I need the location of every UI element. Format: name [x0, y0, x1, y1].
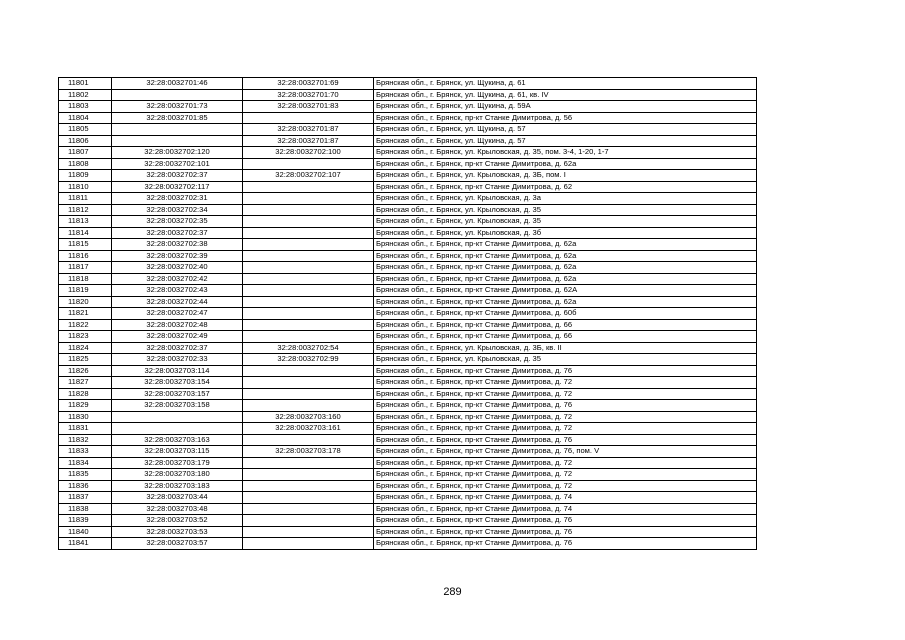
cadastral-number-cell: 32:28:0032703:180: [112, 469, 243, 481]
object-number-cell: [243, 250, 374, 262]
address-cell: Брянская обл., г. Брянск, пр-кт Станке Димитрова, д. 62а: [374, 158, 757, 170]
object-number-cell: 32:28:0032701:83: [243, 101, 374, 113]
row-number-cell: 11840: [59, 526, 112, 538]
table-row: [59, 262, 757, 274]
object-number-cell: [243, 204, 374, 216]
object-number-cell: [243, 273, 374, 285]
row-number-cell: 11827: [59, 377, 112, 389]
row-number-cell: 11813: [59, 216, 112, 228]
object-number-cell: 32:28:0032702:107: [243, 170, 374, 182]
table-row: [59, 308, 757, 320]
table-row: [59, 216, 757, 228]
row-number-cell: 11811: [59, 193, 112, 205]
table-row: [59, 170, 757, 182]
row-number-cell: 11833: [59, 446, 112, 458]
address-cell: Брянская обл., г. Брянск, пр-кт Станке Димитрова, д. 76: [374, 434, 757, 446]
cadastral-table: [58, 77, 757, 550]
cadastral-number-cell: 32:28:0032703:157: [112, 388, 243, 400]
cadastral-number-cell: 32:28:0032703:163: [112, 434, 243, 446]
cadastral-number-cell: 32:28:0032701:85: [112, 112, 243, 124]
object-number-cell: 32:28:0032702:99: [243, 354, 374, 366]
row-number-cell: 11823: [59, 331, 112, 343]
address-cell: Брянская обл., г. Брянск, ул. Крыловская, д. 3б: [374, 227, 757, 239]
cadastral-number-cell: 32:28:0032703:52: [112, 515, 243, 527]
table-row: [59, 204, 757, 216]
row-number-cell: 11806: [59, 135, 112, 147]
row-number-cell: 11818: [59, 273, 112, 285]
address-cell: Брянская обл., г. Брянск, пр-кт Станке Димитрова, д. 76, пом. V: [374, 446, 757, 458]
row-number-cell: 11804: [59, 112, 112, 124]
table-row: [59, 89, 757, 101]
object-number-cell: [243, 216, 374, 228]
object-number-cell: [243, 112, 374, 124]
row-number-cell: 11812: [59, 204, 112, 216]
address-cell: Брянская обл., г. Брянск, пр-кт Станке Димитрова, д. 62а: [374, 250, 757, 262]
address-cell: Брянская обл., г. Брянск, ул. Крыловская, д. 35: [374, 216, 757, 228]
table-row: [59, 147, 757, 159]
object-number-cell: [243, 262, 374, 274]
cadastral-table-body: [59, 78, 757, 550]
object-number-cell: [243, 227, 374, 239]
object-number-cell: 32:28:0032701:69: [243, 78, 374, 90]
address-cell: Брянская обл., г. Брянск, ул. Щукина, д. 57: [374, 135, 757, 147]
table-row: [59, 285, 757, 297]
address-cell: Брянская обл., г. Брянск, пр-кт Станке Димитрова, д. 62: [374, 181, 757, 193]
object-number-cell: 32:28:0032702:100: [243, 147, 374, 159]
row-number-cell: 11801: [59, 78, 112, 90]
cadastral-number-cell: [112, 423, 243, 435]
object-number-cell: [243, 285, 374, 297]
object-number-cell: [243, 503, 374, 515]
cadastral-number-cell: 32:28:0032702:47: [112, 308, 243, 320]
table-row: [59, 400, 757, 412]
address-cell: Брянская обл., г. Брянск, пр-кт Станке Димитрова, д. 62а: [374, 262, 757, 274]
object-number-cell: [243, 181, 374, 193]
object-number-cell: 32:28:0032701:70: [243, 89, 374, 101]
cadastral-number-cell: 32:28:0032702:49: [112, 331, 243, 343]
address-cell: Брянская обл., г. Брянск, ул. Щукина, д. 59А: [374, 101, 757, 113]
object-number-cell: [243, 377, 374, 389]
cadastral-number-cell: 32:28:0032702:43: [112, 285, 243, 297]
address-cell: Брянская обл., г. Брянск, ул. Щукина, д. 61: [374, 78, 757, 90]
table-row: [59, 135, 757, 147]
address-cell: Брянская обл., г. Брянск, пр-кт Станке Димитрова, д. 62а: [374, 273, 757, 285]
row-number-cell: 11809: [59, 170, 112, 182]
table-row: [59, 446, 757, 458]
table-row: [59, 526, 757, 538]
page-number: 289: [443, 586, 462, 598]
cadastral-number-cell: 32:28:0032703:44: [112, 492, 243, 504]
row-number-cell: 11817: [59, 262, 112, 274]
cadastral-number-cell: 32:28:0032702:39: [112, 250, 243, 262]
address-cell: Брянская обл., г. Брянск, пр-кт Станке Димитрова, д. 76: [374, 365, 757, 377]
table-row: [59, 503, 757, 515]
cadastral-number-cell: 32:28:0032702:101: [112, 158, 243, 170]
table-row: [59, 78, 757, 90]
row-number-cell: 11830: [59, 411, 112, 423]
address-cell: Брянская обл., г. Брянск, пр-кт Станке Димитрова, д. 76: [374, 526, 757, 538]
object-number-cell: 32:28:0032701:87: [243, 135, 374, 147]
table-row: [59, 124, 757, 136]
object-number-cell: [243, 365, 374, 377]
table-row: [59, 227, 757, 239]
cadastral-number-cell: 32:28:0032702:44: [112, 296, 243, 308]
address-cell: Брянская обл., г. Брянск, ул. Крыловская, д. 3Б, кв. II: [374, 342, 757, 354]
cadastral-number-cell: 32:28:0032702:42: [112, 273, 243, 285]
table-row: [59, 480, 757, 492]
row-number-cell: 11832: [59, 434, 112, 446]
table-row: [59, 193, 757, 205]
table-row: [59, 515, 757, 527]
address-cell: Брянская обл., г. Брянск, ул. Крыловская, д. 35: [374, 354, 757, 366]
row-number-cell: 11808: [59, 158, 112, 170]
address-cell: Брянская обл., г. Брянск, пр-кт Станке Димитрова, д. 74: [374, 503, 757, 515]
address-cell: Брянская обл., г. Брянск, пр-кт Станке Димитрова, д. 66: [374, 319, 757, 331]
cadastral-number-cell: 32:28:0032702:35: [112, 216, 243, 228]
cadastral-number-cell: 32:28:0032702:48: [112, 319, 243, 331]
cadastral-number-cell: 32:28:0032703:179: [112, 457, 243, 469]
object-number-cell: 32:28:0032703:178: [243, 446, 374, 458]
object-number-cell: [243, 158, 374, 170]
object-number-cell: 32:28:0032703:161: [243, 423, 374, 435]
row-number-cell: 11816: [59, 250, 112, 262]
address-cell: Брянская обл., г. Брянск, ул. Крыловская, д. 35, пом. 3-4, 1-20, 1-7: [374, 147, 757, 159]
table-row: [59, 538, 757, 550]
table-row: [59, 423, 757, 435]
cadastral-number-cell: 32:28:0032702:37: [112, 227, 243, 239]
table-row: [59, 158, 757, 170]
table-row: [59, 112, 757, 124]
row-number-cell: 11836: [59, 480, 112, 492]
cadastral-number-cell: 32:28:0032703:114: [112, 365, 243, 377]
cadastral-number-cell: 32:28:0032702:37: [112, 170, 243, 182]
table-row: [59, 354, 757, 366]
table-row: [59, 492, 757, 504]
cadastral-number-cell: 32:28:0032703:183: [112, 480, 243, 492]
address-cell: Брянская обл., г. Брянск, ул. Крыловская, д. 35: [374, 204, 757, 216]
table-row: [59, 377, 757, 389]
cadastral-number-cell: [112, 124, 243, 136]
object-number-cell: [243, 515, 374, 527]
address-cell: Брянская обл., г. Брянск, пр-кт Станке Димитрова, д. 76: [374, 400, 757, 412]
address-cell: Брянская обл., г. Брянск, пр-кт Станке Димитрова, д. 72: [374, 423, 757, 435]
table-row: [59, 388, 757, 400]
address-cell: Брянская обл., г. Брянск, пр-кт Станке Димитрова, д. 72: [374, 388, 757, 400]
address-cell: Брянская обл., г. Брянск, пр-кт Станке Димитрова, д. 62а: [374, 296, 757, 308]
address-cell: Брянская обл., г. Брянск, пр-кт Станке Димитрова, д. 76: [374, 538, 757, 550]
cadastral-number-cell: 32:28:0032701:46: [112, 78, 243, 90]
row-number-cell: 11807: [59, 147, 112, 159]
object-number-cell: [243, 492, 374, 504]
object-number-cell: [243, 434, 374, 446]
cadastral-number-cell: 32:28:0032702:34: [112, 204, 243, 216]
table-row: [59, 250, 757, 262]
object-number-cell: 32:28:0032702:54: [243, 342, 374, 354]
row-number-cell: 11841: [59, 538, 112, 550]
table-row: [59, 469, 757, 481]
address-cell: Брянская обл., г. Брянск, пр-кт Станке Димитрова, д. 72: [374, 457, 757, 469]
address-cell: Брянская обл., г. Брянск, пр-кт Станке Димитрова, д. 62А: [374, 285, 757, 297]
address-cell: Брянская обл., г. Брянск, пр-кт Станке Димитрова, д. 76: [374, 515, 757, 527]
table-row: [59, 101, 757, 113]
address-cell: Брянская обл., г. Брянск, пр-кт Станке Димитрова, д. 72: [374, 377, 757, 389]
address-cell: Брянская обл., г. Брянск, пр-кт Станке Димитрова, д. 72: [374, 469, 757, 481]
object-number-cell: [243, 388, 374, 400]
object-number-cell: [243, 480, 374, 492]
table-row: [59, 273, 757, 285]
table-row: [59, 457, 757, 469]
row-number-cell: 11825: [59, 354, 112, 366]
table-row: [59, 411, 757, 423]
cadastral-number-cell: 32:28:0032702:120: [112, 147, 243, 159]
cadastral-number-cell: 32:28:0032701:73: [112, 101, 243, 113]
object-number-cell: [243, 400, 374, 412]
object-number-cell: [243, 526, 374, 538]
row-number-cell: 11821: [59, 308, 112, 320]
address-cell: Брянская обл., г. Брянск, пр-кт Станке Димитрова, д. 72: [374, 480, 757, 492]
cadastral-number-cell: 32:28:0032703:57: [112, 538, 243, 550]
address-cell: Брянская обл., г. Брянск, пр-кт Станке Димитрова, д. 72: [374, 411, 757, 423]
row-number-cell: 11834: [59, 457, 112, 469]
object-number-cell: [243, 331, 374, 343]
address-cell: Брянская обл., г. Брянск, пр-кт Станке Димитрова, д. 56: [374, 112, 757, 124]
cadastral-number-cell: 32:28:0032702:117: [112, 181, 243, 193]
cadastral-number-cell: 32:28:0032703:115: [112, 446, 243, 458]
cadastral-number-cell: 32:28:0032702:40: [112, 262, 243, 274]
cadastral-number-cell: 32:28:0032702:31: [112, 193, 243, 205]
row-number-cell: 11822: [59, 319, 112, 331]
cadastral-number-cell: 32:28:0032703:154: [112, 377, 243, 389]
object-number-cell: [243, 538, 374, 550]
address-cell: Брянская обл., г. Брянск, ул. Крыловская, д. 3а: [374, 193, 757, 205]
row-number-cell: 11805: [59, 124, 112, 136]
address-cell: Брянская обл., г. Брянск, пр-кт Станке Димитрова, д. 66: [374, 331, 757, 343]
row-number-cell: 11828: [59, 388, 112, 400]
row-number-cell: 11826: [59, 365, 112, 377]
table-row: [59, 181, 757, 193]
row-number-cell: 11803: [59, 101, 112, 113]
table-row: [59, 319, 757, 331]
table-row: [59, 331, 757, 343]
object-number-cell: [243, 308, 374, 320]
row-number-cell: 11815: [59, 239, 112, 251]
row-number-cell: 11838: [59, 503, 112, 515]
address-cell: Брянская обл., г. Брянск, пр-кт Станке Димитрова, д. 60б: [374, 308, 757, 320]
row-number-cell: 11831: [59, 423, 112, 435]
cadastral-number-cell: 32:28:0032702:38: [112, 239, 243, 251]
cadastral-number-cell: [112, 89, 243, 101]
table-row: [59, 342, 757, 354]
object-number-cell: [243, 193, 374, 205]
cadastral-number-cell: [112, 411, 243, 423]
address-cell: Брянская обл., г. Брянск, ул. Крыловская, д. 3Б, пом. I: [374, 170, 757, 182]
cadastral-number-cell: [112, 135, 243, 147]
table-row: [59, 296, 757, 308]
cadastral-number-cell: 32:28:0032702:33: [112, 354, 243, 366]
row-number-cell: 11820: [59, 296, 112, 308]
row-number-cell: 11810: [59, 181, 112, 193]
object-number-cell: [243, 457, 374, 469]
cadastral-number-cell: 32:28:0032703:158: [112, 400, 243, 412]
row-number-cell: 11837: [59, 492, 112, 504]
object-number-cell: [243, 469, 374, 481]
row-number-cell: 11829: [59, 400, 112, 412]
address-cell: Брянская обл., г. Брянск, пр-кт Станке Димитрова, д. 74: [374, 492, 757, 504]
cadastral-number-cell: 32:28:0032702:37: [112, 342, 243, 354]
table-row: [59, 434, 757, 446]
row-number-cell: 11814: [59, 227, 112, 239]
object-number-cell: 32:28:0032703:160: [243, 411, 374, 423]
object-number-cell: [243, 319, 374, 331]
cadastral-number-cell: 32:28:0032703:53: [112, 526, 243, 538]
object-number-cell: [243, 296, 374, 308]
table-row: [59, 365, 757, 377]
address-cell: Брянская обл., г. Брянск, ул. Щукина, д. 61, кв. IV: [374, 89, 757, 101]
row-number-cell: 11839: [59, 515, 112, 527]
object-number-cell: [243, 239, 374, 251]
object-number-cell: 32:28:0032701:87: [243, 124, 374, 136]
address-cell: Брянская обл., г. Брянск, пр-кт Станке Димитрова, д. 62а: [374, 239, 757, 251]
table-row: [59, 239, 757, 251]
address-cell: Брянская обл., г. Брянск, ул. Щукина, д. 57: [374, 124, 757, 136]
row-number-cell: 11824: [59, 342, 112, 354]
row-number-cell: 11835: [59, 469, 112, 481]
cadastral-number-cell: 32:28:0032703:48: [112, 503, 243, 515]
row-number-cell: 11802: [59, 89, 112, 101]
row-number-cell: 11819: [59, 285, 112, 297]
